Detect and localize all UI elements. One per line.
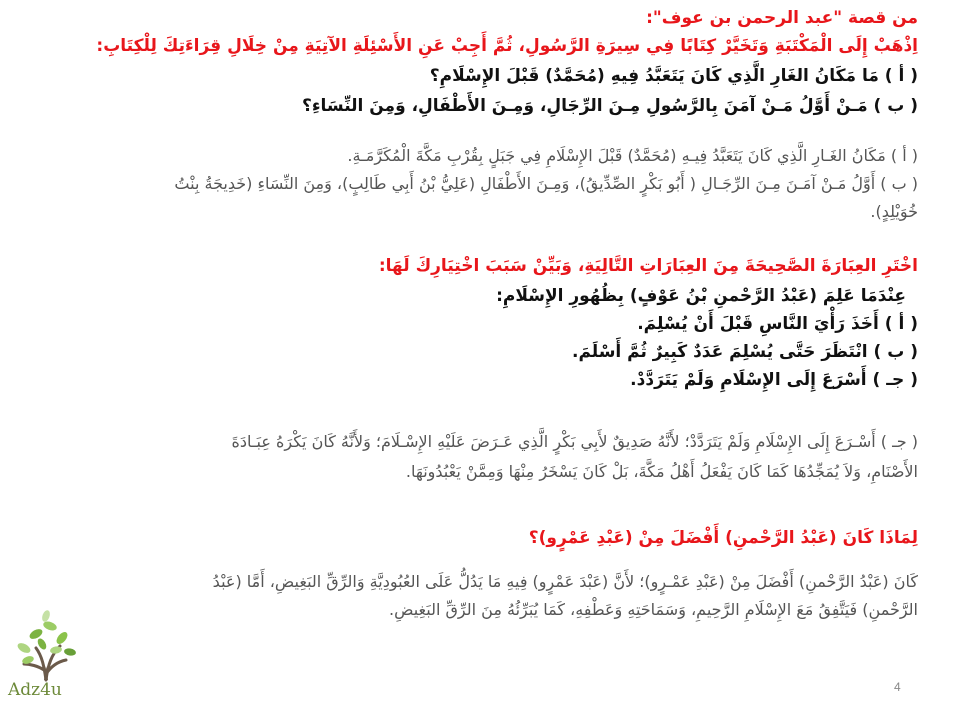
- section3-question: لِمَاذَا كَانَ (عَبْدُ الرَّحْمنِ) أَفْضَلَ مِنْ (عَبْدِ عَمْرٍو)؟: [528, 528, 918, 548]
- answer-a: ( أ ) مَكَانُ الغَـارِ الَّذِي كَانَ يَتَعَبَّدُ فِيـهِ (مُحَمَّدٌ) قَبْلَ الإِسْلَامِ فِي جَبَلٍ بِقُرْبِ مَكَّةَ الْمُكَرَّمَـةِ.: [347, 146, 918, 165]
- question-a: ( أ ) مَا مَكَانُ الغَارِ الَّذِي كَانَ يَتَعَبَّدُ فِيهِ (مُحَمَّدٌ) قَبْلَ الإِسْلَامِ؟: [429, 66, 918, 86]
- question-b: ( ب ) مَـنْ أَوَّلُ مَـنْ آمَنَ بِالرَّسُولِ مِـنَ الرِّجَالِ، وَمِـنَ الأَطْفَالِ، وَمِنَ النِّسَاءِ؟: [301, 96, 918, 116]
- why-answer-line2: الرَّحْمنِ) فَيَتَّفِقُ مَعَ الإِسْلَامِ الرَّحِيمِ، وَسَمَاحَتِهِ وَعَطْفِهِ، كَمَا يُبَرِّئُهُ مِنَ الرِّقِّ البَغِيضِ.: [389, 600, 918, 619]
- slide-title: من قصة "عبد الرحمن بن عوف":: [646, 8, 918, 28]
- section1-instruction: اِذْهَبْ إِلَى الْمَكْتَبَةِ وَتَخَيَّرْ كِتَابًا فِي سِيرَةِ الرَّسُولِ، ثُمَّ أَجِبْ عَنِ الأَسْئِلَةِ الآتِيَةِ مِنْ خِلَالِ قِرَاءَتِكَ لِلْكِتَابِ:: [96, 36, 918, 56]
- logo-text: Adz4u: [8, 680, 62, 700]
- page-number: 4: [894, 680, 901, 694]
- answer-b-line1: ( ب ) أَوَّلُ مَـنْ آمَـنَ مِـنَ الرِّجَـالِ ( أَبُو بَكْرٍ الصِّدِّيقُ)، وَمِـنَ الأَطْفَالِ (عَلِيُّ بْنُ أَبِي طَالِبٍ)، وَمِنَ النِّسَاءِ (خَدِيجَةُ بِنْتُ: [174, 174, 918, 193]
- why-answer-line1: كَانَ (عَبْدُ الرَّحْمنِ) أَفْضَلَ مِنْ (عَبْدِ عَمْـرٍو)؛ لأَنَّ (عَبْدَ عَمْرٍو) فِيهِ مَا يَدُلُّ عَلَى العُبُودِيَّةِ وَالرِّقِّ البَغِيضِ، أَمَّا (عَبْدُ: [212, 572, 918, 591]
- choice-answer-line2: الأَصْنَامِ، وَلاَ يُمَجِّدُهَا كَمَا كَانَ يَفْعَلُ أَهْلُ مَكَّةَ، بَلْ كَانَ يَسْخَرُ مِنْهَا وَمِمَّنْ يَعْبُدُونَهَا.: [405, 462, 918, 481]
- answer-b-line2: خُوَيْلِدٍ).: [870, 202, 918, 221]
- question-stem: عِنْدَمَا عَلِمَ (عَبْدُ الرَّحْمنِ بْنُ عَوْفٍ) بِظُهُورِ الإِسْلَامِ:: [496, 286, 906, 306]
- section2-instruction: اخْتَرِ العِبَارَةَ الصَّحِيحَةَ مِنَ العِبَارَاتِ التَّالِيَةِ، وَبَيِّنْ سَبَبَ اخْتِيَارِكَ لَهَا:: [378, 256, 918, 276]
- option-c: ( جـ ) أَسْرَعَ إِلَى الإِسْلَامِ وَلَمْ يَتَرَدَّدْ.: [630, 370, 918, 390]
- choice-answer-line1: ( جـ ) أَسْـرَعَ إِلَى الإِسْلَامِ وَلَمْ يَتَرَدَّدْ؛ لأَنَّهُ صَدِيقٌ لأَبِي بَكْرٍ الَّذِي عَـرَضَ عَلَيْهِ الإِسْـلَامَ؛ وَلأَنَّهُ كَانَ يَكْرَهُ عِبَـادَةَ: [231, 432, 918, 451]
- option-b: ( ب ) انْتَظَرَ حَتَّى يُسْلِمَ عَدَدٌ كَبِيرٌ ثُمَّ أَسْلَمَ.: [571, 342, 918, 362]
- option-a: ( أ ) أَخَذَ رَأْيَ النَّاسِ قَبْلَ أَنْ يُسْلِمَ.: [637, 314, 918, 334]
